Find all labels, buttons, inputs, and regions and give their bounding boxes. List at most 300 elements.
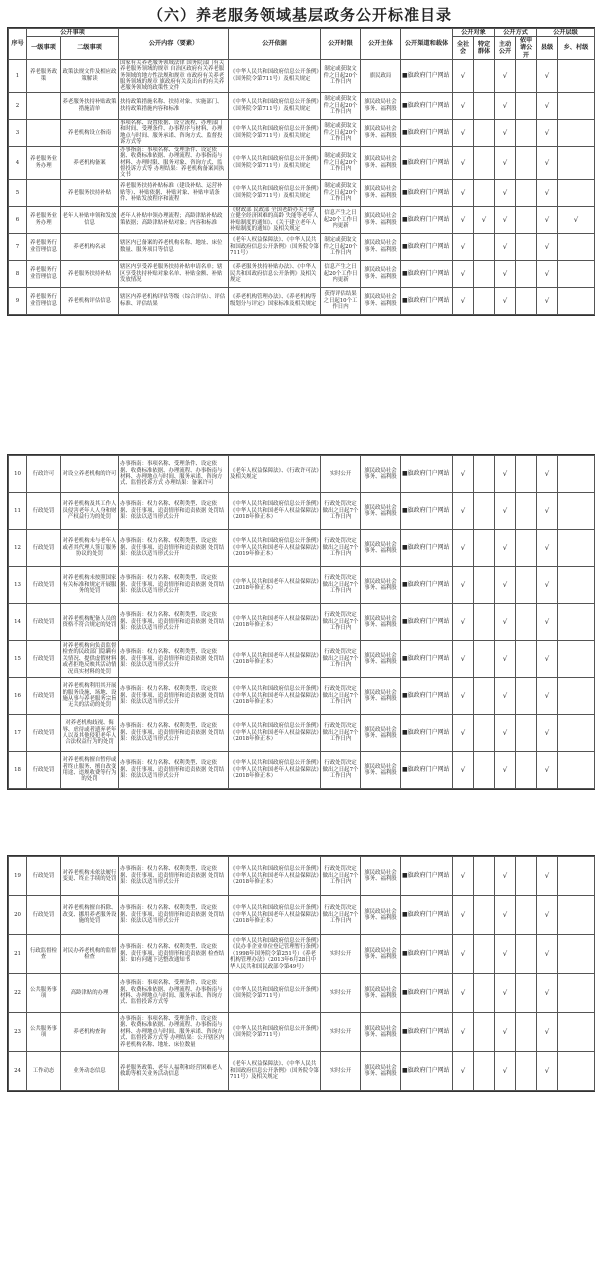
cell-town-check: [558, 752, 595, 789]
cell-seq: 19: [9, 857, 27, 896]
cell-all-check: √: [453, 233, 474, 260]
cell-specific-check: [474, 896, 495, 935]
cell-channel: ■旗政府门户网站: [401, 974, 453, 1013]
cell-apply-check: [516, 146, 537, 179]
cell-basis: 《老年人权益保障法》、《中华人民共和国政府信息公开条例》（国务院令第711号）: [229, 233, 321, 260]
cell-time: 行政处罚决定做出之日起7个工作日内: [321, 493, 361, 530]
cell-apply-check: [516, 233, 537, 260]
cell-time: 制定或获取文件之日起20个工作日内: [321, 59, 361, 92]
cell-active-check: √: [495, 567, 516, 604]
cell-content: 辖区内已备案的养老机构名称、地址、床位数量、服务项目等信息: [119, 233, 229, 260]
cell-seq: 6: [9, 206, 27, 233]
cell-basis: 《中华人民共和国政府信息公开条例》《中华人民共和国老年人权益保障法》（2018年修正本）: [229, 857, 321, 896]
cell-town-check: [558, 260, 595, 287]
cell-time: 行政处罚决定做出之日起7个工作日内: [321, 896, 361, 935]
catalog-table-1: [8, 28, 595, 315]
table-row: [9, 715, 595, 752]
cell-time: 实时公开: [321, 935, 361, 974]
cell-apply-check: [516, 287, 537, 314]
cell-content: 办事指南：权力名称、权利类型、设定依据、责任事项、追责情形和追责依据 处罚结果：依法以适当形式公开: [119, 752, 229, 789]
header-apply: 依申请公开: [516, 37, 537, 60]
cell-town-check: [558, 233, 595, 260]
cell-seq: 2: [9, 92, 27, 119]
cell-town-check: [558, 119, 595, 146]
cell-channel: ■旗政府门户网站: [401, 92, 453, 119]
cell-specific-check: [474, 260, 495, 287]
cell-content: 办事指南：权力名称、权利类型、设定依据、责任事项、追责情形和追责依据 检查结果：如有问题下达整改通知书: [119, 935, 229, 974]
cell-content: 办事指南：权力名称、权利类型、设定依据、责任事项、追责情形和追责依据 处罚结果：依法以适当形式公开: [119, 530, 229, 567]
cell-channel: ■旗政府门户网站: [401, 1013, 453, 1052]
cell-time: 实时公开: [321, 1052, 361, 1091]
table-row: [9, 857, 595, 896]
header-specific: 特定群体: [474, 37, 495, 60]
cell-county-check: √: [537, 119, 558, 146]
cell-content: 扶持政策措施名称、扶持对象、实施部门、扶持政策措施内容和标准: [119, 92, 229, 119]
cell-all-check: √: [453, 935, 474, 974]
cell-level2: 政策法规文件及相应政策解读: [61, 59, 119, 92]
cell-subject: 旗民政局社会事务、福利股: [361, 146, 401, 179]
cell-seq: 1: [9, 59, 27, 92]
cell-content: 办事指南：权力名称、权利类型、设定依据、责任事项、追责情形和追责依据 处罚结果：依法以适当形式公开: [119, 715, 229, 752]
cell-basis: 《养老机构管理办法》、《养老机构等级划分与评定》国家标准及相关规定: [229, 287, 321, 314]
cell-town-check: [558, 92, 595, 119]
cell-channel: ■旗政府门户网站: [401, 678, 453, 715]
cell-seq: 5: [9, 179, 27, 206]
cell-specific-check: [474, 1052, 495, 1091]
page-title: （六）养老服务领域基层政务公开标准目录: [147, 6, 452, 24]
cell-seq: 8: [9, 260, 27, 287]
cell-level2: 对养老机构利用其开展的服务设施、场地、设施从事与养老服务宗旨无关的活动的处罚: [61, 678, 119, 715]
cell-basis: 《中华人民共和国老年人权益保障法》（2018年修正本）: [229, 567, 321, 604]
cell-time: 信息产生之日起20个工作日内更新: [321, 260, 361, 287]
cell-all-check: √: [453, 146, 474, 179]
cell-town-check: [558, 604, 595, 641]
cell-subject: 旗民政局社会事务、福利股: [361, 92, 401, 119]
cell-active-check: √: [495, 456, 516, 493]
cell-county-check: √: [537, 260, 558, 287]
cell-subject: 旗民政局社会事务、福利股: [361, 530, 401, 567]
cell-subject: 旗民政局社会事务、福利股: [361, 604, 401, 641]
cell-content: 办事指南：事项名称、受理条件、设定依据、收费标准依据、办理流程、办事指南与材料、办理地点与时间、服务承诺、咨询方式、监督投诉方式等 办理结果：公开辖区内养老机构名称、地址、床位数量: [119, 1013, 229, 1052]
table-row: [9, 752, 595, 789]
cell-time: 行政处罚决定做出之日起7个工作日内: [321, 530, 361, 567]
table-row: [9, 604, 595, 641]
cell-subject: 旗民政局社会事务、福利股: [361, 974, 401, 1013]
cell-level2: 高龄津贴的办理: [61, 974, 119, 1013]
cell-channel: ■旗政府门户网站: [401, 287, 453, 314]
cell-level2: 养老服务扶持补贴政策措施清单: [61, 92, 119, 119]
cell-level2: 业务动态信息: [61, 1052, 119, 1091]
cell-town-check: [558, 287, 595, 314]
cell-county-check: √: [537, 896, 558, 935]
cell-time: 行政处罚决定做出之日起7个工作日内: [321, 567, 361, 604]
cell-all-check: √: [453, 1052, 474, 1091]
cell-level1: 养老服务行业管理信息: [27, 287, 61, 314]
table-row: [9, 1052, 595, 1091]
cell-content: 办事指南：权力名称、权利类型、设定依据、责任事项、追责情形和追责依据 处罚结果：依法以适当形式公开: [119, 641, 229, 678]
header-subject: 公开主体: [361, 29, 401, 60]
cell-seq: 7: [9, 233, 27, 260]
cell-town-check: [558, 715, 595, 752]
cell-town-check: √: [558, 206, 595, 233]
table-row: [9, 493, 595, 530]
cell-channel: ■旗政府门户网站: [401, 260, 453, 287]
cell-active-check: √: [495, 59, 516, 92]
cell-basis: 《中华人民共和国老年人权益保障法》（2018年修正本）: [229, 604, 321, 641]
cell-active-check: √: [495, 604, 516, 641]
cell-content: 国家有关养老服务领域法律 国务院部门有关养老服务领域的规章 自治区政府有关养老服务领域的地方性法规和规章 市政府有关养老服务领域的规章 旗政府有关及出台的有关养老服务领域的政策性文件: [119, 59, 229, 92]
cell-subject: 旗民政局社会事务、福利股: [361, 641, 401, 678]
cell-basis: 《中华人民共和国政府信息公开条例》（国务院令第711号）及相关规定: [229, 146, 321, 179]
cell-level1: [27, 179, 61, 206]
cell-level1: [27, 119, 61, 146]
cell-channel: ■旗政府门户网站: [401, 567, 453, 604]
cell-time: 行政处罚决定做出之日起7个工作日内: [321, 857, 361, 896]
cell-county-check: √: [537, 233, 558, 260]
table-row: [9, 567, 595, 604]
cell-specific-check: [474, 119, 495, 146]
cell-active-check: √: [495, 92, 516, 119]
cell-active-check: √: [495, 146, 516, 179]
cell-channel: ■旗政府门户网站: [401, 715, 453, 752]
cell-basis: 《中华人民共和国老年人权益保障法》（2018年修正本）: [229, 641, 321, 678]
cell-time: 行政处罚决定做出之日起7个工作日内: [321, 641, 361, 678]
cell-specific-check: [474, 567, 495, 604]
cell-specific-check: [474, 604, 495, 641]
cell-channel: ■旗政府门户网站: [401, 641, 453, 678]
cell-subject: 旗民政局社会事务、福利股: [361, 935, 401, 974]
cell-all-check: √: [453, 287, 474, 314]
cell-town-check: [558, 456, 595, 493]
table-row: [9, 530, 595, 567]
cell-seq: 9: [9, 287, 27, 314]
cell-active-check: √: [495, 287, 516, 314]
cell-level1: 行政处罚: [27, 896, 61, 935]
cell-seq: 17: [9, 715, 27, 752]
cell-level1: 行政处罚: [27, 641, 61, 678]
cell-county-check: √: [537, 715, 558, 752]
cell-level2: 养老机构名录: [61, 233, 119, 260]
table-body-2: [9, 456, 595, 789]
cell-time: 信息产生之日起20个工作日内更新: [321, 206, 361, 233]
cell-county-check: √: [537, 678, 558, 715]
cell-active-check: √: [495, 119, 516, 146]
header-level: 公开层级: [537, 29, 595, 37]
cell-county-check: √: [537, 493, 558, 530]
cell-content: 老年人补贴申领办理流程；高龄津贴补贴政策依据；高龄津贴补贴对象；内容和标准: [119, 206, 229, 233]
cell-county-check: √: [537, 1013, 558, 1052]
cell-specific-check: [474, 974, 495, 1013]
cell-subject: 旗民政局社会事务、福利股: [361, 287, 401, 314]
cell-town-check: [558, 1013, 595, 1052]
cell-active-check: √: [495, 206, 516, 233]
cell-all-check: √: [453, 857, 474, 896]
cell-seq: 3: [9, 119, 27, 146]
cell-active-check: √: [495, 179, 516, 206]
cell-apply-check: [516, 567, 537, 604]
cell-level1: 行政监督检查: [27, 935, 61, 974]
cell-county-check: √: [537, 59, 558, 92]
cell-active-check: √: [495, 974, 516, 1013]
cell-content: 养老服务政策、老年人福利和经营困难老人救助等相关业务活动信息: [119, 1052, 229, 1091]
cell-specific-check: [474, 493, 495, 530]
cell-all-check: √: [453, 530, 474, 567]
cell-channel: ■旗政府门户网站: [401, 530, 453, 567]
cell-level1: 公共服务事项: [27, 1013, 61, 1052]
cell-specific-check: [474, 456, 495, 493]
header-content: 公开内容（要素）: [119, 29, 229, 60]
cell-time: 行政处罚决定做出之日起7个工作日内: [321, 678, 361, 715]
cell-level1: 行政处罚: [27, 530, 61, 567]
cell-level1: 行政处罚: [27, 752, 61, 789]
cell-basis: 《中华人民共和国政府信息公开条例》《中华人民共和国老年人权益保障法》（2018年修正本）: [229, 678, 321, 715]
cell-specific-check: [474, 92, 495, 119]
cell-subject: 旗民政局社会事务、福利股: [361, 179, 401, 206]
cell-basis: 《中华人民共和国政府信息公开条例》（国务院令第711号）及相关规定: [229, 179, 321, 206]
cell-level2: 对养老机构向负责监督检查的民政部门隐瞒有关情况、提供虚假材料或者拒绝反映其活动情况真实材料的处罚: [61, 641, 119, 678]
cell-specific-check: [474, 678, 495, 715]
cell-active-check: √: [495, 896, 516, 935]
cell-specific-check: [474, 287, 495, 314]
cell-active-check: √: [495, 715, 516, 752]
catalog-table-2: [8, 455, 595, 789]
cell-specific-check: [474, 752, 495, 789]
table-row: [9, 935, 595, 974]
header-time: 公开时限: [321, 29, 361, 60]
cell-town-check: [558, 896, 595, 935]
cell-county-check: √: [537, 206, 558, 233]
cell-channel: ■旗政府门户网站: [401, 119, 453, 146]
cell-channel: ■旗政府门户网站: [401, 146, 453, 179]
cell-apply-check: [516, 179, 537, 206]
table-row: [9, 641, 595, 678]
cell-apply-check: [516, 1013, 537, 1052]
cell-active-check: √: [495, 752, 516, 789]
cell-content: 辖区内享受养老服务扶持补贴申请名单；辖区享受扶持补贴对象名单、补贴金额、补贴发放情况: [119, 260, 229, 287]
cell-time: 行政处罚决定做出之日起7个工作日内: [321, 604, 361, 641]
cell-level1: 行政处罚: [27, 493, 61, 530]
table-row: [9, 119, 595, 146]
cell-county-check: √: [537, 456, 558, 493]
cell-active-check: √: [495, 1052, 516, 1091]
cell-town-check: [558, 857, 595, 896]
table-row: [9, 260, 595, 287]
cell-subject: 旗民政局: [361, 59, 401, 92]
cell-specific-check: [474, 935, 495, 974]
header-method: 公开方式: [495, 29, 537, 37]
table-page-3: [7, 855, 595, 1092]
cell-time: 实时公开: [321, 456, 361, 493]
cell-basis: 《老年人权益保障法》、《中华人民共和国政府信息公开条例》（国务院令第711号）及相关规定: [229, 1052, 321, 1091]
cell-subject: 旗民政局社会事务、福利股: [361, 857, 401, 896]
table-row: [9, 896, 595, 935]
cell-time: 实时公开: [321, 974, 361, 1013]
table-page-2: [7, 454, 595, 790]
cell-apply-check: [516, 974, 537, 1013]
cell-town-check: [558, 493, 595, 530]
cell-specific-check: [474, 146, 495, 179]
cell-apply-check: [516, 896, 537, 935]
cell-apply-check: [516, 530, 537, 567]
cell-level1: 行政处罚: [27, 604, 61, 641]
cell-level1: 养老服务政策: [27, 59, 61, 92]
cell-subject: 旗民政局社会事务、福利股: [361, 493, 401, 530]
cell-all-check: √: [453, 260, 474, 287]
table-row: [9, 456, 595, 493]
cell-seq: 11: [9, 493, 27, 530]
cell-level1: 公共服务事项: [27, 974, 61, 1013]
table-body-1: [9, 59, 595, 314]
cell-level1: [27, 92, 61, 119]
cell-town-check: [558, 1052, 595, 1091]
cell-level2: 对养老机构未按照国家有关标准和规定开展服务的处罚: [61, 567, 119, 604]
cell-all-check: √: [453, 59, 474, 92]
cell-time: 行政处罚决定做出之日起7个工作日内: [321, 752, 361, 789]
cell-all-check: √: [453, 179, 474, 206]
cell-specific-check: [474, 59, 495, 92]
cell-content: 办事指南：权力名称、权利类型、设定依据、责任事项、追责情形和追责依据 处罚结果：依法以适当形式公开: [119, 604, 229, 641]
cell-apply-check: [516, 604, 537, 641]
cell-basis: 《中华人民共和国政府信息公开条例》（国务院令第711号）: [229, 1013, 321, 1052]
cell-seq: 10: [9, 456, 27, 493]
cell-active-check: √: [495, 260, 516, 287]
cell-active-check: √: [495, 857, 516, 896]
cell-all-check: √: [453, 92, 474, 119]
cell-all-check: √: [453, 752, 474, 789]
cell-active-check: √: [495, 678, 516, 715]
cell-all-check: √: [453, 896, 474, 935]
cell-active-check: √: [495, 641, 516, 678]
cell-subject: 旗民政局社会事务、福利股: [361, 896, 401, 935]
table-row: [9, 1013, 595, 1052]
cell-subject: 旗民政局社会事务、福利股: [361, 119, 401, 146]
cell-basis: 《中华人民共和国政府信息公开条例》《中华人民共和国老年人权益保障法》（2018年修正本）: [229, 896, 321, 935]
cell-all-check: √: [453, 493, 474, 530]
header-items: 公开事项: [27, 29, 119, 37]
cell-content: 养老服务扶持补贴标准（建设补贴、运营补贴等）、补贴依据、补贴对象、补贴申请条件、补贴发放程序和流程: [119, 179, 229, 206]
header-channel: 公开渠道和载体: [401, 29, 453, 60]
cell-channel: ■旗政府门户网站: [401, 857, 453, 896]
cell-subject: 旗民政局社会事务、福利股: [361, 260, 401, 287]
table-row: [9, 233, 595, 260]
cell-apply-check: [516, 752, 537, 789]
cell-active-check: √: [495, 935, 516, 974]
cell-content: 办事指南：权力名称、权利类型、设定依据、责任事项、追责情形和追责依据 处罚结果：依法以适当形式公开: [119, 567, 229, 604]
cell-town-check: [558, 974, 595, 1013]
cell-level1: 行政处罚: [27, 857, 61, 896]
cell-county-check: √: [537, 857, 558, 896]
cell-basis: 《中华人民共和国政府信息公开条例》《中华人民共和国老年人权益保障法》（2018年修正本）: [229, 715, 321, 752]
cell-town-check: [558, 59, 595, 92]
cell-specific-check: [474, 715, 495, 752]
cell-all-check: √: [453, 1013, 474, 1052]
cell-time: 制定或获取文件之日起20个工作日内: [321, 233, 361, 260]
cell-subject: 旗民政局社会事务、福利股: [361, 1013, 401, 1052]
table-page-1: [7, 27, 595, 316]
cell-basis: 《中华人民共和国政府信息公开条例》（国务院令第711号）及相关规定: [229, 92, 321, 119]
cell-town-check: [558, 179, 595, 206]
cell-county-check: √: [537, 146, 558, 179]
cell-level2: 养老机构评估信息: [61, 287, 119, 314]
cell-all-check: √: [453, 456, 474, 493]
cell-subject: 旗民政局社会事务、福利股: [361, 233, 401, 260]
cell-seq: 23: [9, 1013, 27, 1052]
cell-apply-check: [516, 92, 537, 119]
cell-basis: 《中华人民共和国政府信息公开条例》《中华人民共和国老年人权益保障法》（2019年修正本）: [229, 530, 321, 567]
cell-content: 办事指南：事项名称、受理条件、设定依据、收费标准依据、办理流程、办事指南与材料、办理时限、服务对象、咨询方式、监督投诉方式等 办理结果：养老机构备案回执文书: [119, 146, 229, 179]
cell-apply-check: [516, 206, 537, 233]
header-active: 主动公开: [495, 37, 516, 60]
cell-specific-check: [474, 233, 495, 260]
cell-seq: 15: [9, 641, 27, 678]
cell-all-check: √: [453, 678, 474, 715]
table-body-3: [9, 857, 595, 1091]
cell-basis: 《中华人民共和国政府信息公开条例》《中华人民共和国老年人权益保障法》（2018年修正本）: [229, 752, 321, 789]
catalog-table-3: [8, 856, 595, 1091]
cell-apply-check: [516, 678, 537, 715]
cell-level2: 对养老机构擅自拆除、改变、挪用养老服务设施的处罚: [61, 896, 119, 935]
cell-seq: 16: [9, 678, 27, 715]
cell-time: 行政处罚决定做出之日起7个工作日内: [321, 715, 361, 752]
cell-county-check: √: [537, 567, 558, 604]
cell-level2: 对养老机构未依法履行变更、终止手续的处罚: [61, 857, 119, 896]
cell-apply-check: [516, 715, 537, 752]
cell-town-check: [558, 530, 595, 567]
cell-specific-check: [474, 530, 495, 567]
cell-all-check: √: [453, 974, 474, 1013]
cell-level2: 对养老机构擅自暂停或者终止服务、擅自改变用途、违规收费等行为的处罚: [61, 752, 119, 789]
cell-time: 制定或获取文件之日起20个工作日内: [321, 179, 361, 206]
cell-county-check: √: [537, 179, 558, 206]
cell-active-check: √: [495, 1013, 516, 1052]
cell-time: 获得评估结果之日起10个工作日内: [321, 287, 361, 314]
cell-town-check: [558, 641, 595, 678]
cell-level2: 养老机构备案: [61, 146, 119, 179]
cell-subject: 旗民政局社会事务、福利股: [361, 567, 401, 604]
cell-content: 辖区内养老机构评估等级（综合评估）、评估标准、评估结果: [119, 287, 229, 314]
cell-content: 办事指南：事项名称、受理条件、设定依据、收费标准依据、办理流程、办事指南与材料、办理地点与时间、服务承诺、咨询方式、监督投诉方式等: [119, 974, 229, 1013]
table-row: [9, 146, 595, 179]
cell-county-check: √: [537, 641, 558, 678]
cell-specific-check: [474, 857, 495, 896]
cell-level2: 养老机构设立指南: [61, 119, 119, 146]
cell-channel: ■旗政府门户网站: [401, 604, 453, 641]
cell-subject: 旗民政局社会事务、福利股: [361, 678, 401, 715]
cell-apply-check: [516, 260, 537, 287]
cell-seq: 18: [9, 752, 27, 789]
cell-level1: 行政处罚: [27, 567, 61, 604]
table-row: [9, 59, 595, 92]
cell-level1: 行政处罚: [27, 715, 61, 752]
cell-basis: 《养老服务扶持补贴办法》、《中华人民共和国政府信息公开条例》及相关规定: [229, 260, 321, 287]
cell-time: 制定或获取文件之日起20个工作日内: [321, 146, 361, 179]
cell-level1: 工作动态: [27, 1052, 61, 1091]
cell-level2: 老年人补贴申领和发放信息: [61, 206, 119, 233]
cell-apply-check: [516, 857, 537, 896]
cell-seq: 24: [9, 1052, 27, 1091]
cell-time: 制定或获取文件之日起20个工作日内: [321, 119, 361, 146]
cell-channel: ■旗政府门户网站: [401, 1052, 453, 1091]
cell-all-check: √: [453, 206, 474, 233]
cell-seq: 12: [9, 530, 27, 567]
cell-all-check: √: [453, 641, 474, 678]
cell-level2: 对养老机构歧视、侮辱、虐待或者遗弃老年人以及其他侵犯老年人合法权益行为的处罚: [61, 715, 119, 752]
cell-level2: 对养老机构配备人员的资格不符合规定的处罚: [61, 604, 119, 641]
cell-seq: 13: [9, 567, 27, 604]
cell-level2: 对养老机构未与老年人或者其代理人签订服务协议的处罚: [61, 530, 119, 567]
cell-subject: 旗民政局社会事务、福利股: [361, 715, 401, 752]
cell-town-check: [558, 146, 595, 179]
